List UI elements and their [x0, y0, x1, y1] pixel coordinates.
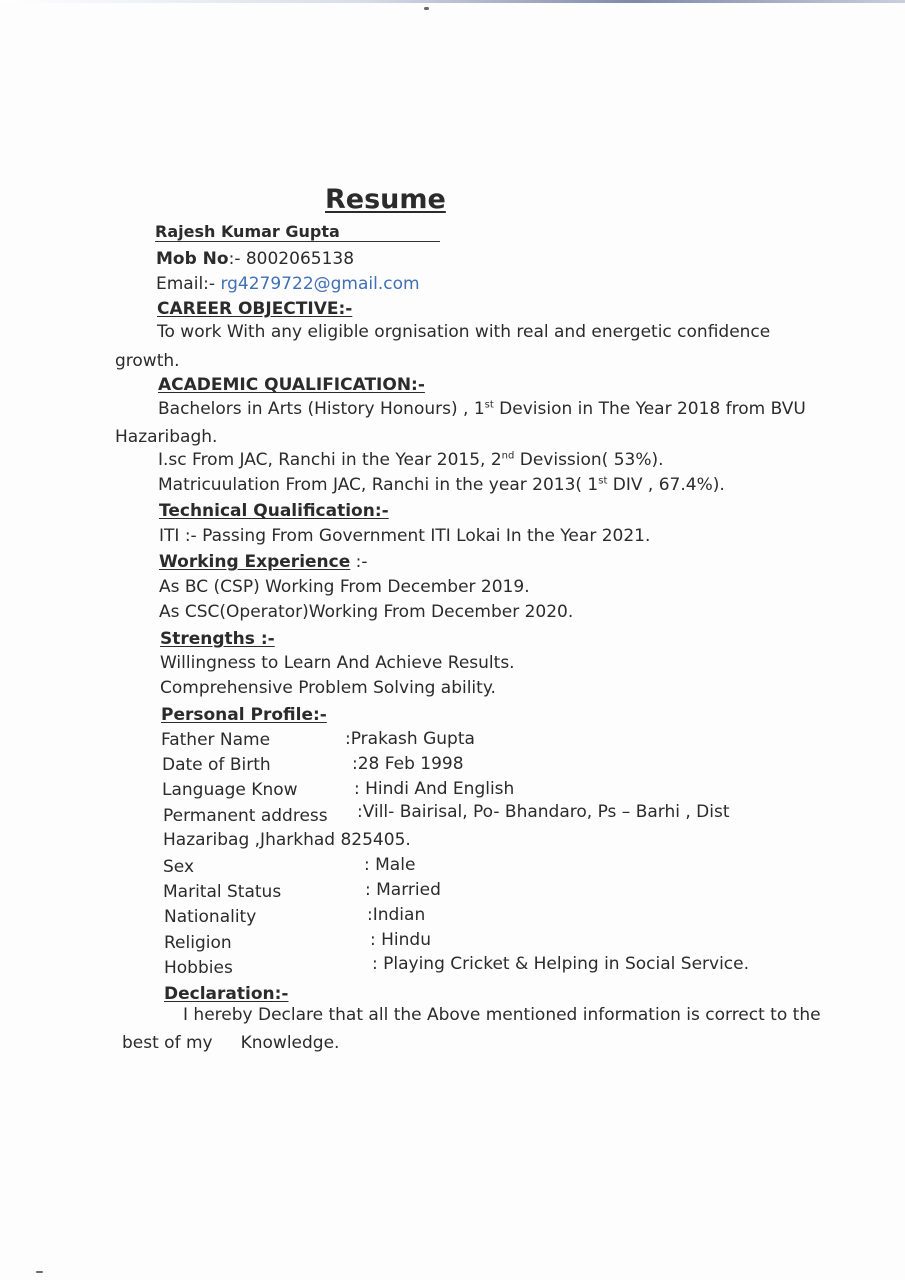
- declaration-line-2: [122, 1032, 339, 1054]
- experience-heading: Working Experience: [159, 552, 351, 572]
- mobile-sep: :-: [228, 249, 246, 269]
- email-link[interactable]: rg4279722@gmail.com: [220, 274, 420, 294]
- hobbies-label: Hobbies: [164, 958, 233, 978]
- career-heading: CAREER OBJECTIVE:-: [157, 299, 353, 319]
- page-title: Resume: [325, 184, 446, 215]
- address-value: :Vill- Bairisal, Po- Bhandaro, Ps – Barhi , Dist: [357, 802, 730, 822]
- address-label: Permanent address: [163, 806, 328, 826]
- technical-heading: Technical Qualification:-: [159, 501, 389, 521]
- email-label: Email:-: [156, 274, 221, 294]
- academic-isc-sup: nd: [501, 450, 515, 462]
- experience-heading-suffix: :-: [350, 552, 368, 572]
- declaration-line-2a: best of my: [122, 1033, 213, 1053]
- religion-label: Religion: [164, 933, 232, 953]
- experience-line-1: As BC (CSP) Working From December 2019.: [159, 577, 530, 597]
- father-label: Father Name: [161, 730, 271, 750]
- academic-ba-line-2: Hazaribagh.: [115, 427, 218, 447]
- academic-ba-sup: st: [484, 399, 494, 411]
- academic-ba-line: [158, 398, 806, 420]
- scan-speck: [36, 1271, 43, 1273]
- mobile-line: [156, 248, 354, 270]
- nationality-value: :Indian: [367, 905, 426, 925]
- academic-isc-text: I.sc From JAC, Ranchi in the Year 2015, 2: [158, 450, 502, 470]
- dob-label: Date of Birth: [162, 755, 271, 775]
- hobbies-value: : Playing Cricket & Helping in Social Service.: [372, 954, 750, 974]
- language-label: Language Know: [162, 780, 298, 800]
- religion-value: : Hindu: [370, 930, 431, 950]
- name-underline: [155, 222, 440, 242]
- personal-heading: Personal Profile:-: [161, 705, 327, 725]
- experience-line-2: As CSC(Operator)Working From December 2020.: [159, 602, 574, 622]
- father-value: :Prakash Gupta: [345, 729, 475, 749]
- sex-value: : Male: [364, 855, 416, 875]
- mobile-label: Mob No: [156, 249, 229, 269]
- address-line-2: Hazaribag ,Jharkhad 825405.: [163, 830, 411, 850]
- strengths-line-1: Willingness to Learn And Achieve Results.: [160, 653, 515, 673]
- marital-value: : Married: [365, 880, 441, 900]
- email-line: [156, 273, 420, 295]
- strengths-line-2: Comprehensive Problem Solving ability.: [160, 678, 496, 698]
- technical-line-1: ITI :- Passing From Government ITI Lokai In the Year 2021.: [159, 526, 651, 546]
- scan-top-edge: [0, 0, 905, 3]
- sex-label: Sex: [163, 857, 195, 877]
- career-line-2: growth.: [115, 351, 180, 371]
- academic-heading: ACADEMIC QUALIFICATION:-: [158, 375, 425, 395]
- academic-ba-text: Bachelors in Arts (History Honours) , 1: [158, 399, 485, 419]
- career-line-1: To work With any eligible orgnisation with real and energetic confidence: [157, 322, 771, 342]
- declaration-line-1: I hereby Declare that all the Above mentioned information is correct to the: [183, 1005, 821, 1025]
- academic-mat-line: [158, 474, 725, 496]
- academic-mat-text-2: DIV , 67.4%).: [607, 475, 725, 495]
- language-value: : Hindi And English: [354, 779, 515, 799]
- declaration-line-2b: Knowledge.: [240, 1033, 340, 1053]
- academic-isc-line: [158, 449, 664, 471]
- declaration-heading: Declaration:-: [164, 984, 289, 1004]
- candidate-name: Rajesh Kumar Gupta: [155, 222, 340, 241]
- dob-value: :28 Feb 1998: [352, 754, 464, 774]
- strengths-heading: Strengths :-: [160, 629, 275, 649]
- nationality-label: Nationality: [164, 907, 257, 927]
- academic-isc-text-2: Devission( 53%).: [514, 450, 664, 470]
- academic-ba-text-2: Devision in The Year 2018 from BVU: [493, 399, 806, 419]
- mobile-value: 8002065138: [245, 249, 355, 269]
- scan-speck: [424, 7, 429, 10]
- academic-mat-sup: st: [598, 475, 608, 487]
- experience-heading-line: [159, 551, 368, 573]
- academic-mat-text: Matricuulation From JAC, Ranchi in the year 2013( 1: [158, 475, 599, 495]
- marital-label: Marital Status: [163, 882, 282, 902]
